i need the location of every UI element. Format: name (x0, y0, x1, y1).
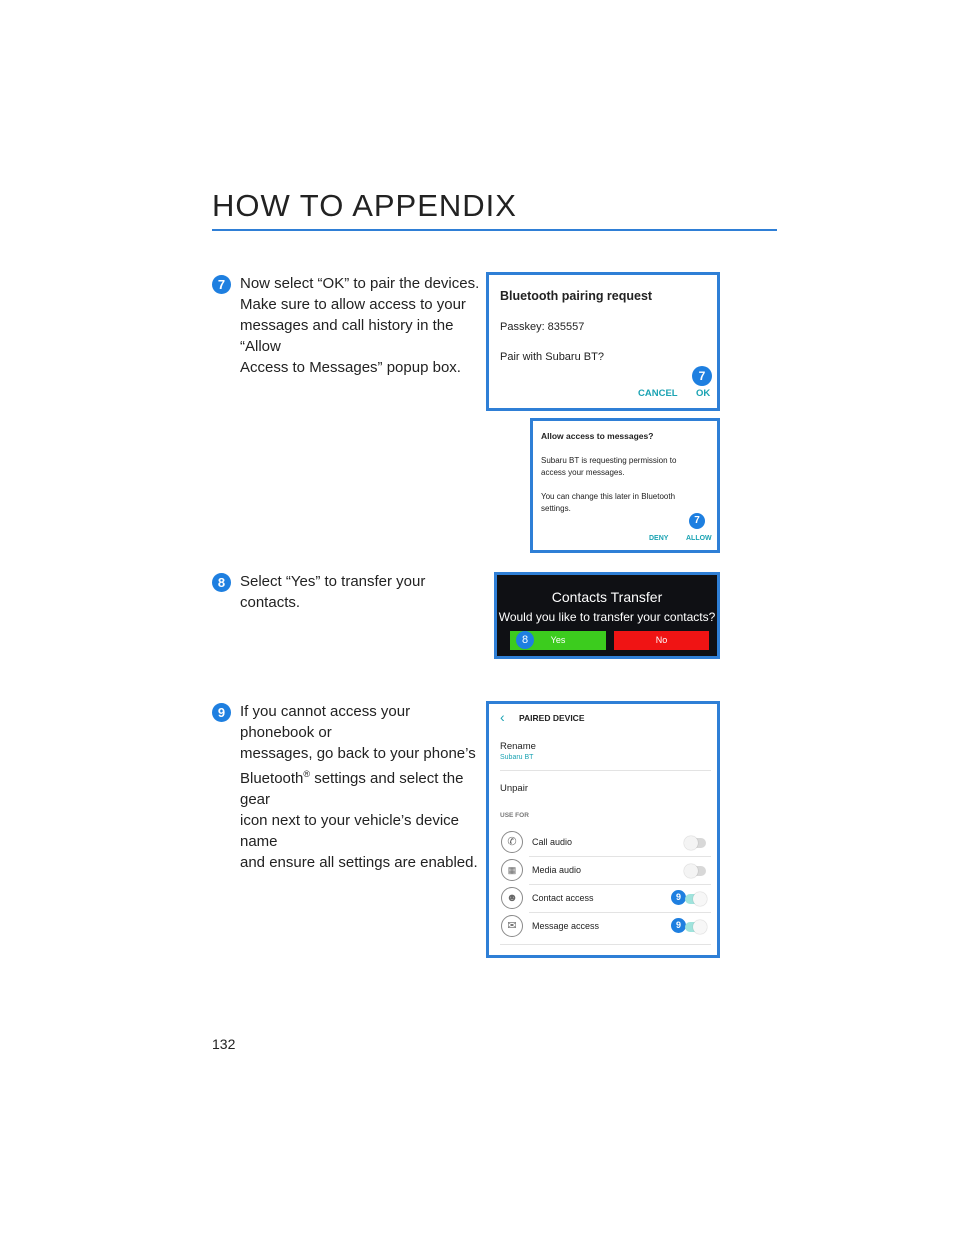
allow-button[interactable]: ALLOW (686, 535, 712, 542)
step-8-text (240, 571, 480, 613)
step-8-badge: 8 (212, 573, 231, 592)
step-9-badge: 9 (212, 703, 231, 722)
pairing-dialog-title: Bluetooth pairing request (500, 289, 653, 303)
use-for-section-label: USE FOR (500, 812, 529, 819)
divider (529, 884, 711, 885)
step-callout-badge: 9 (671, 890, 686, 905)
step-7-text (240, 273, 480, 378)
list-item-label: Contact access (532, 893, 594, 903)
message-icon: ✉ (501, 915, 523, 937)
step-9-line-rest: settings and select the gear (240, 770, 464, 808)
step-7-line: Access to Messages” popup box. (240, 359, 461, 376)
page-number: 132 (212, 1036, 236, 1052)
step-callout-badge: 9 (671, 918, 686, 933)
pair-question: Pair with Subaru BT? (500, 351, 604, 363)
step-callout-badge: 7 (692, 366, 712, 386)
allow-dialog-line: You can change this later in Bluetooth (541, 492, 676, 501)
toggle-knob (684, 864, 698, 878)
cancel-button[interactable]: CANCEL (638, 388, 678, 399)
allow-messages-dialog (530, 418, 720, 553)
header-divider (212, 229, 777, 231)
paired-device-screen (486, 701, 720, 958)
list-item-call-audio (489, 831, 717, 859)
allow-dialog-line: Subaru BT is requesting permission to (541, 456, 677, 465)
step-9-line: icon next to your vehicle’s device name (240, 812, 460, 850)
bluetooth-word: Bluetooth (240, 770, 304, 787)
toggle-knob (693, 920, 707, 934)
media-audio-toggle[interactable] (685, 866, 706, 876)
divider (500, 944, 711, 945)
message-access-toggle[interactable] (685, 922, 706, 932)
step-callout-badge: 8 (516, 631, 534, 649)
phone-icon: ✆ (501, 831, 523, 853)
no-button[interactable]: No (614, 631, 709, 650)
divider (529, 912, 711, 913)
list-item-label: Call audio (532, 837, 573, 847)
contact-icon: ☻ (501, 887, 523, 909)
step-7-line: Make sure to allow access to your (240, 296, 466, 313)
contacts-transfer-title: Contacts Transfer (551, 589, 663, 605)
deny-button[interactable]: DENY (649, 535, 669, 542)
toggle-knob (693, 892, 707, 906)
step-9-line: messages, go back to your phone’s (240, 745, 476, 762)
unpair-option[interactable]: Unpair (500, 783, 528, 794)
step-8-line: Select “Yes” to transfer your contacts. (240, 573, 426, 611)
allow-dialog-title: Allow access to messages? (541, 431, 654, 441)
media-icon: ▦ (501, 859, 523, 881)
bluetooth-pairing-dialog (486, 272, 720, 411)
contacts-transfer-screen (494, 572, 720, 659)
allow-dialog-note (541, 491, 675, 515)
allow-dialog-line: settings. (541, 504, 571, 513)
yes-button[interactable]: Yes (510, 631, 606, 650)
divider (500, 770, 711, 771)
list-item-media-audio (489, 859, 717, 887)
rename-option[interactable]: Rename (500, 741, 536, 752)
list-item-message-access (489, 915, 717, 943)
contacts-transfer-question: Would you like to transfer your contacts? (498, 610, 716, 624)
step-9-line: and ensure all settings are enabled. (240, 854, 478, 871)
ok-button[interactable]: OK (696, 388, 711, 399)
registered-mark: ® (303, 769, 311, 779)
step-7-line: Now select “OK” to pair the devices. (240, 275, 480, 292)
divider (529, 856, 711, 857)
list-item-label: Message access (532, 921, 600, 931)
step-9-line (240, 764, 480, 810)
step-9-text (240, 701, 480, 873)
paired-device-title: PAIRED DEVICE (519, 713, 585, 723)
list-item-label: Media audio (532, 865, 582, 875)
allow-dialog-line: access your messages. (541, 468, 625, 477)
device-name: Subaru BT (500, 754, 534, 761)
toggle-knob (684, 836, 698, 850)
list-item-contact-access (489, 887, 717, 915)
page-title: HOW TO APPENDIX (212, 188, 517, 223)
allow-dialog-body (541, 455, 676, 479)
step-9-line: If you cannot access your phonebook or (240, 703, 411, 741)
call-audio-toggle[interactable] (685, 838, 706, 848)
chevron-left-icon[interactable]: ‹ (500, 709, 505, 725)
passkey-text: Passkey: 835557 (500, 321, 585, 333)
step-callout-badge: 7 (689, 513, 705, 529)
step-7-badge: 7 (212, 275, 231, 294)
contact-access-toggle[interactable] (685, 894, 706, 904)
step-7-line: messages and call history in the “Allow (240, 317, 454, 355)
